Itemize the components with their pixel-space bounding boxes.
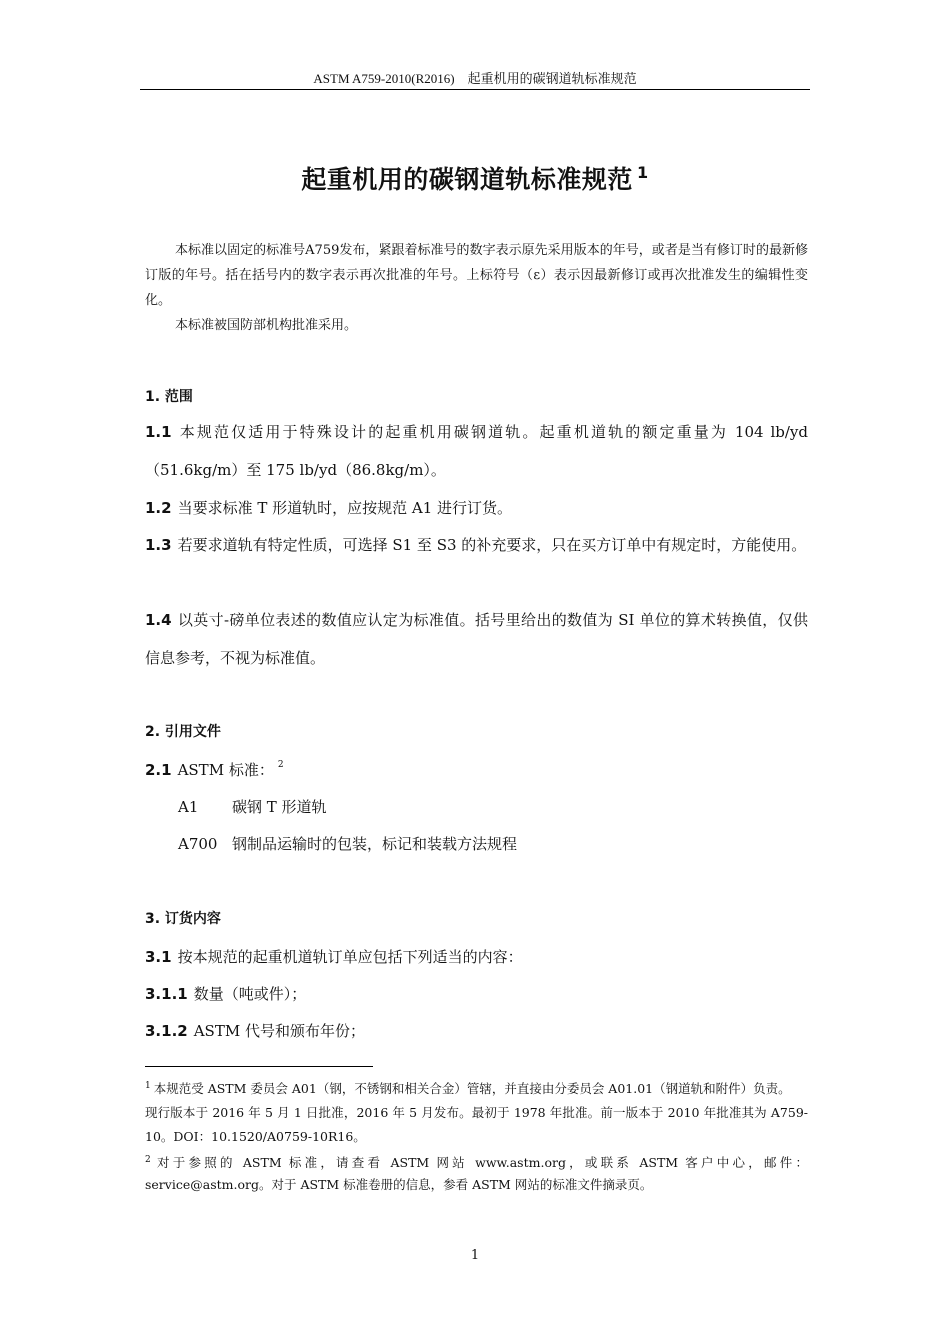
clause-number: 3.1.1	[145, 985, 188, 1003]
clause-text: ASTM 标准：	[177, 761, 274, 779]
title-footnote-ref[interactable]: 1	[636, 163, 649, 182]
clause-3-1-2	[145, 1020, 365, 1041]
footnote-mark: 1	[145, 1081, 151, 1091]
page-number: 1	[470, 1248, 480, 1263]
reference-code: A700	[178, 835, 218, 853]
clause-text: 当要求标准 T 形道轨时，应按规范 A1 进行订货。	[177, 499, 513, 517]
footnote-1	[145, 1074, 808, 1101]
header-rule	[140, 89, 810, 90]
clause-number: 1.4	[145, 611, 172, 629]
reference-code: A1	[178, 798, 199, 816]
reference-title: 钢制品运输时的包装，标记和装载方法规程	[232, 835, 518, 853]
footnote-mark: 2	[145, 1155, 151, 1165]
footnotes	[145, 1074, 808, 1196]
clause-1-1	[145, 413, 808, 489]
intro-paragraph-2: 本标准被国防部机构批准采用。	[175, 318, 358, 333]
footnote-rule	[145, 1066, 373, 1067]
clause-text: 若要求道轨有特定性质，可选择 S1 至 S3 的补充要求，只在买方订单中有规定时，方能使用。	[177, 536, 807, 554]
footnote-ref-2[interactable]: 2	[277, 760, 284, 770]
reference-item	[178, 833, 517, 854]
clause-3-1-1	[145, 983, 306, 1004]
clause-1-2	[145, 489, 808, 527]
clause-2-1	[145, 759, 284, 780]
clause-number: 1.1	[145, 423, 172, 441]
clause-text: 以英寸-磅单位表述的数值应认定为标准值。括号里给出的数值为 SI 单位的算术转换值，仅供信息参考，不视为标准值。	[145, 611, 808, 667]
clause-number: 3.1.2	[145, 1022, 188, 1040]
clause-number: 3.1	[145, 948, 172, 966]
footnote-2	[145, 1149, 808, 1196]
clause-text: 按本规范的起重机道轨订单应包括下列适当的内容：	[177, 948, 523, 966]
section-2-heading: 2. 引用文件	[145, 724, 221, 740]
section-3-heading: 3. 订货内容	[145, 911, 221, 927]
clause-text: 数量（吨或件）；	[193, 985, 307, 1003]
clause-number: 2.1	[145, 761, 172, 779]
clause-text: 本规范仅适用于特殊设计的起重机用碳钢道轨。起重机道轨的额定重量为 104 lb/yd（51.6kg/m）至 175 lb/yd（86.8kg/m）。	[145, 423, 808, 479]
intro-block	[145, 238, 808, 338]
clause-1-3	[145, 526, 808, 564]
reference-item	[178, 796, 327, 817]
clause-number: 1.3	[145, 536, 172, 554]
footnote-text: 本规范受 ASTM 委员会 A01（钢，不锈钢和相关合金）管辖，并直接由分委员会 A01.01（钢道轨和附件）负责。	[153, 1081, 791, 1096]
clause-1-4	[145, 601, 808, 677]
clause-3-1	[145, 946, 523, 967]
section-1-heading: 1. 范围	[145, 389, 193, 405]
running-header: ASTM A759-2010(R2016) 起重机用的碳钢道轨标准规范	[313, 71, 637, 86]
footnote-1-continued: 现行版本于 2016 年 5 月 1 日批准，2016 年 5 月发布。最初于 1978 年批准。前一版本于 2010 年批准其为 A759-10。DOI：10.1520/A0759-10R16。	[145, 1105, 808, 1144]
intro-paragraph-1: 本标准以固定的标准号A759发布，紧跟着标准号的数字表示原先采用版本的年号，或者是当有修订时的最新修订版的年号。括在括号内的数字表示再次批准的年号。上标符号（ε）表示因最新修订或再次批准发生的编辑性变化。	[145, 243, 808, 308]
clause-number: 1.2	[145, 499, 172, 517]
footnote-text: 对于参照的 ASTM 标准，请查看 ASTM 网站 www.astm.org，或联系 ASTM 客户中心，邮件：service@astm.org。对于 ASTM 标准卷册的信息，参看 ASTM 网站的标准文件摘录页。	[145, 1155, 808, 1192]
clause-text: ASTM 代号和颁布年份；	[193, 1022, 365, 1040]
reference-title: 碳钢 T 形道轨	[232, 798, 327, 816]
document-title	[140, 160, 810, 196]
title-text: 起重机用的碳钢道轨标准规范	[301, 165, 633, 194]
